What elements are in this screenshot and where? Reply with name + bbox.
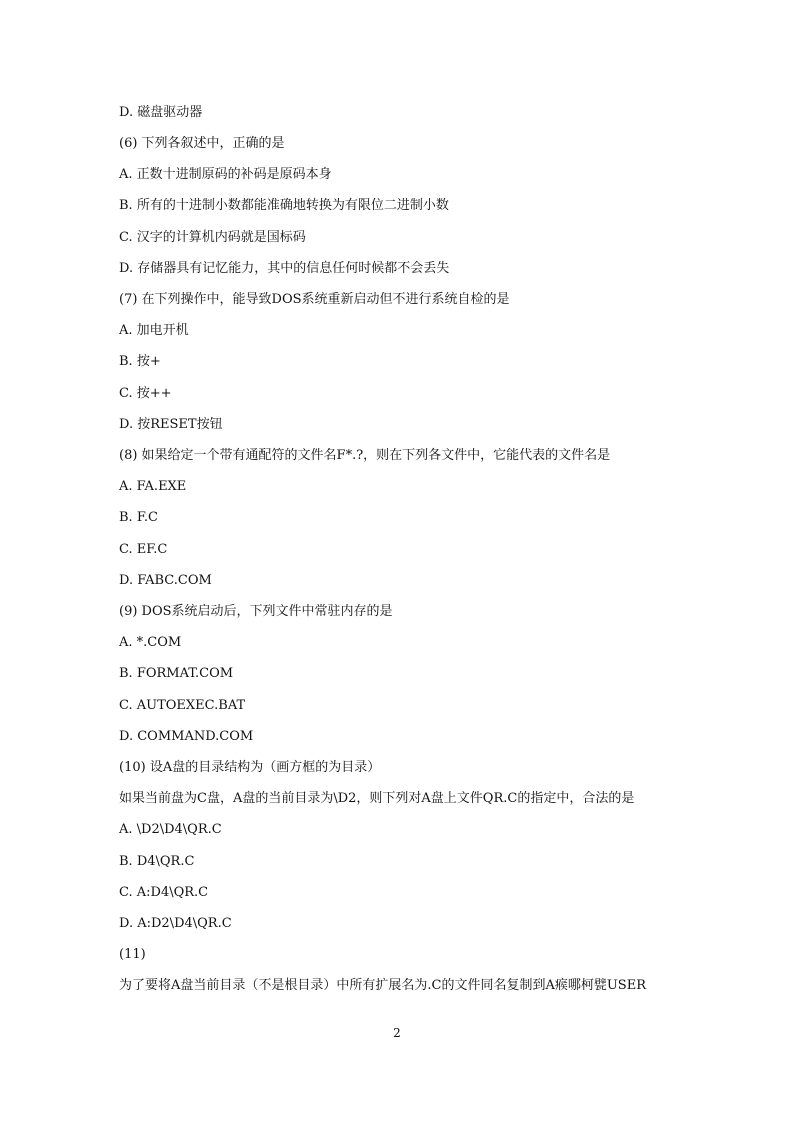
- question-7: (7) 在下列操作中，能导致DOS系统重新启动但不进行系统自检的是: [119, 292, 510, 307]
- option-c: C. A:D4\QR.C: [119, 885, 209, 900]
- question-10: (10) 设A盘的目录结构为（画方框的为目录）: [119, 760, 381, 775]
- option-d: D. COMMAND.COM: [119, 729, 254, 744]
- option-c: C. AUTOEXEC.BAT: [119, 698, 246, 713]
- option-a: A. \D2\D4\QR.C: [119, 822, 222, 837]
- option-b: B. 按+: [119, 354, 161, 369]
- option-a: A. FA.EXE: [119, 479, 187, 494]
- option-b: B. D4\QR.C: [119, 854, 195, 869]
- option-d: D. 存储器具有记忆能力，其中的信息任何时候都不会丢失: [119, 261, 450, 276]
- option-a: A. 正数十进制原码的补码是原码本身: [119, 167, 332, 182]
- question-10-detail: 如果当前盘为C盘，A盘的当前目录为\D2，则下列对A盘上文件QR.C的指定中，合法的是: [119, 791, 635, 806]
- question-8: (8) 如果给定一个带有通配符的文件名F*.?，则在下列各文件中，它能代表的文件名是: [119, 448, 611, 463]
- question-11-text: 为了要将A盘当前目录（不是根目录）中所有扩展名为.C的文件同名复制到A瘊哪柯甓USER: [119, 978, 646, 993]
- option-c: C. EF.C: [119, 542, 168, 557]
- option-a: A. 加电开机: [119, 323, 189, 338]
- option-d: D. 按RESET按钮: [119, 417, 223, 432]
- option-a: A. *.COM: [119, 635, 182, 650]
- question-6: (6) 下列各叙述中，正确的是: [119, 136, 285, 151]
- option-b: B. F.C: [119, 510, 158, 525]
- option-c: C. 按++: [119, 386, 172, 401]
- option-d: D. A:D2\D4\QR.C: [119, 916, 232, 931]
- question-11: (11): [119, 947, 146, 962]
- option-b: B. 所有的十进制小数都能准确地转换为有限位二进制小数: [119, 198, 449, 213]
- option-d: D. FABC.COM: [119, 573, 212, 588]
- question-9: (9) DOS系统启动后，下列文件中常驻内存的是: [119, 604, 393, 619]
- option-b: B. FORMAT.COM: [119, 666, 234, 681]
- option-c: C. 汉字的计算机内码就是国标码: [119, 230, 306, 245]
- page-number: 2: [393, 1026, 401, 1040]
- text-line: D. 磁盘驱动器: [119, 105, 203, 120]
